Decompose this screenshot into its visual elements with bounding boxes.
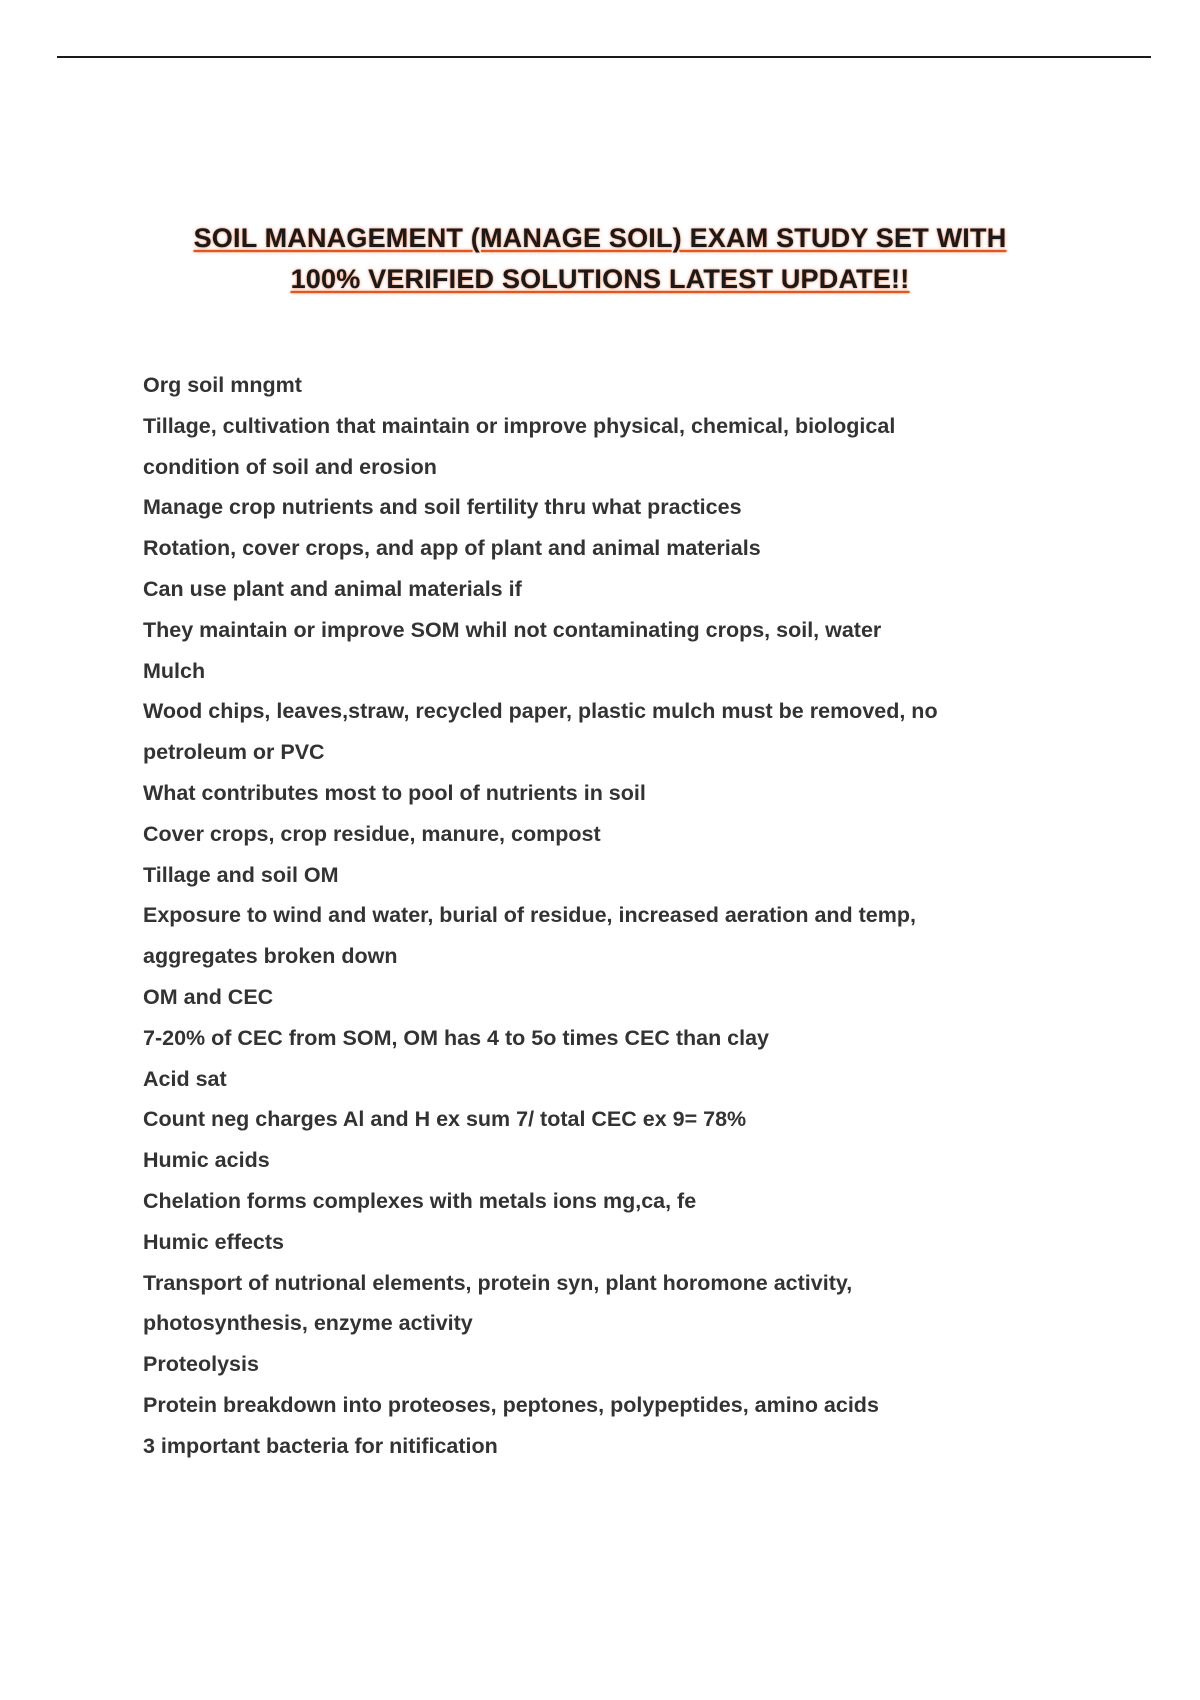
- content-line: photosynthesis, enzyme activity: [143, 1311, 473, 1336]
- content-line: Count neg charges Al and H ex sum 7/ total CEC ex 9= 78%: [143, 1107, 747, 1132]
- content-line: What contributes most to pool of nutrients in soil: [143, 780, 646, 805]
- top-divider: [57, 56, 1151, 58]
- study-set-content: [143, 365, 1063, 1467]
- document-title: [100, 218, 1100, 300]
- content-line: Exposure to wind and water, burial of residue, increased aeration and temp,: [143, 903, 916, 928]
- content-line: condition of soil and erosion: [143, 454, 437, 479]
- content-line: Humic acids: [143, 1148, 270, 1173]
- content-line: Rotation, cover crops, and app of plant and animal materials: [143, 536, 761, 561]
- content-line: Proteolysis: [143, 1352, 259, 1377]
- content-line: 7-20% of CEC from SOM, OM has 4 to 5o times CEC than clay: [143, 1025, 770, 1050]
- content-line: Humic effects: [143, 1229, 284, 1254]
- content-line: 3 important bacteria for nitification: [143, 1433, 498, 1458]
- content-line: aggregates broken down: [143, 944, 398, 969]
- content-line: Tillage, cultivation that maintain or improve physical, chemical, biological: [143, 413, 896, 438]
- content-line: Manage crop nutrients and soil fertility thru what practices: [143, 495, 742, 520]
- content-line: Transport of nutrional elements, protein syn, plant horomone activity,: [143, 1270, 853, 1295]
- title-line-1: SOIL MANAGEMENT (MANAGE SOIL) EXAM STUDY SET WITH: [193, 223, 1007, 253]
- content-line: Tillage and soil OM: [143, 862, 339, 887]
- content-line: Wood chips, leaves,straw, recycled paper, plastic mulch must be removed, no: [143, 699, 938, 724]
- content-line: They maintain or improve SOM whil not contaminating crops, soil, water: [143, 617, 882, 642]
- content-line: petroleum or PVC: [143, 740, 325, 765]
- content-line: Protein breakdown into proteoses, peptones, polypeptides, amino acids: [143, 1392, 879, 1417]
- content-line: Acid sat: [143, 1066, 227, 1091]
- content-line: Org soil mngmt: [143, 373, 302, 397]
- content-line: Cover crops, crop residue, manure, compost: [143, 821, 601, 846]
- content-line: Mulch: [143, 658, 206, 683]
- title-line-2: 100% VERIFIED SOLUTIONS LATEST UPDATE!!: [290, 264, 910, 294]
- content-line: Chelation forms complexes with metals ions mg,ca, fe: [143, 1188, 697, 1213]
- content-line: OM and CEC: [143, 984, 274, 1009]
- content-line: Can use plant and animal materials if: [143, 576, 522, 601]
